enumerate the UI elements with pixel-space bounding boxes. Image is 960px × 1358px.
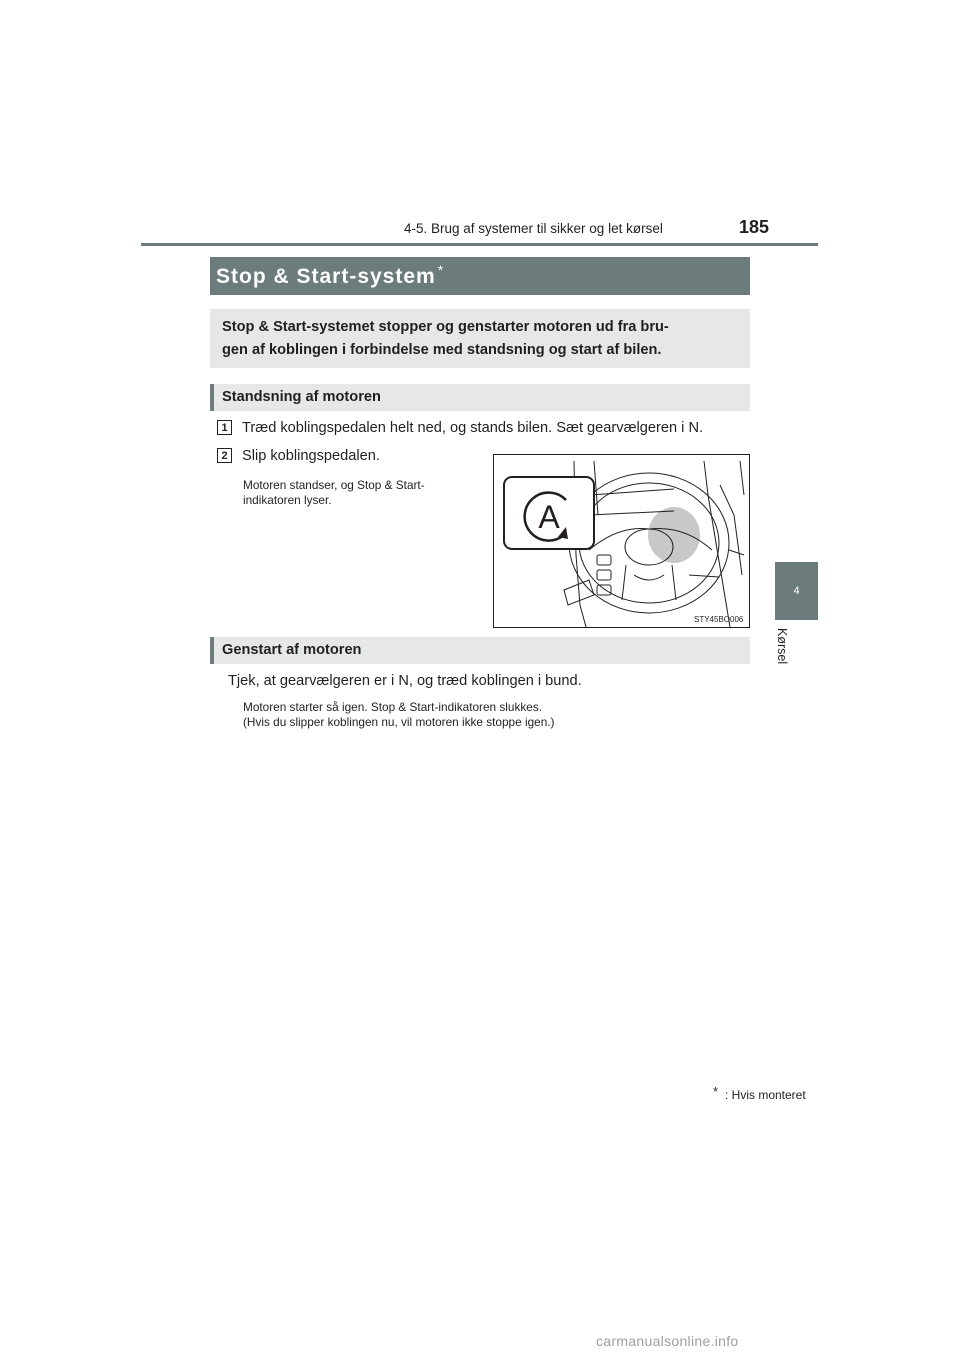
chapter-label bbox=[775, 628, 805, 688]
step-number-1: 1 bbox=[217, 420, 232, 435]
header-section-title: 4-5. Brug af systemer til sikker og let kørsel bbox=[404, 221, 663, 236]
watermark-link[interactable]: carmanualsonline.info bbox=[596, 1333, 739, 1349]
step-note-2-line-2: indikatoren lyser. bbox=[243, 493, 332, 507]
footnote-asterisk: * bbox=[713, 1084, 719, 1099]
intro-line-2: gen af koblingen i forbindelse med standsning og start af bilen. bbox=[222, 342, 662, 358]
dashboard-illustration bbox=[493, 454, 750, 628]
chapter-label-text: Kørsel bbox=[775, 628, 789, 665]
step-note-2 bbox=[243, 478, 425, 508]
step-note-2-line-1: Motoren standser, og Stop & Start- bbox=[243, 478, 425, 492]
step-number-2: 2 bbox=[217, 448, 232, 463]
page-number: 185 bbox=[739, 217, 770, 237]
intro-text bbox=[222, 316, 744, 362]
header-rule bbox=[141, 243, 818, 246]
intro-line-1: Stop & Start-systemet stopper og genstarter motoren ud fra bru- bbox=[222, 319, 669, 335]
section-heading-restart: Genstart af motoren bbox=[222, 642, 362, 658]
restart-note-line-1: Motoren starter så igen. Stop & Start-indikatoren slukkes. bbox=[243, 700, 542, 714]
chapter-tab[interactable] bbox=[775, 562, 818, 620]
step-text-1: Træd koblingspedalen helt ned, og stands bilen. Sæt gearvælgeren i N. bbox=[242, 420, 704, 436]
chapter-number: 4 bbox=[793, 585, 800, 597]
callout-letter: A bbox=[538, 499, 560, 535]
callout-leader bbox=[590, 489, 674, 515]
title-asterisk: * bbox=[437, 262, 445, 278]
dashboard-drawing bbox=[494, 455, 749, 627]
restart-note-line-2: (Hvis du slipper koblingen nu, vil motoren ikke stoppe igen.) bbox=[243, 715, 555, 729]
restart-text: Tjek, at gearvælgeren er i N, og træd koblingen i bund. bbox=[228, 673, 582, 689]
illustration-code: STY45BO006 bbox=[694, 615, 744, 624]
restart-note bbox=[243, 700, 554, 730]
section-heading-stop: Standsning af motoren bbox=[222, 389, 381, 405]
page-title bbox=[216, 262, 444, 289]
step-text-2: Slip koblingspedalen. bbox=[242, 448, 380, 464]
footnote-text: : Hvis monteret bbox=[725, 1088, 806, 1102]
page-title-text: Stop & Start-system bbox=[216, 265, 436, 288]
